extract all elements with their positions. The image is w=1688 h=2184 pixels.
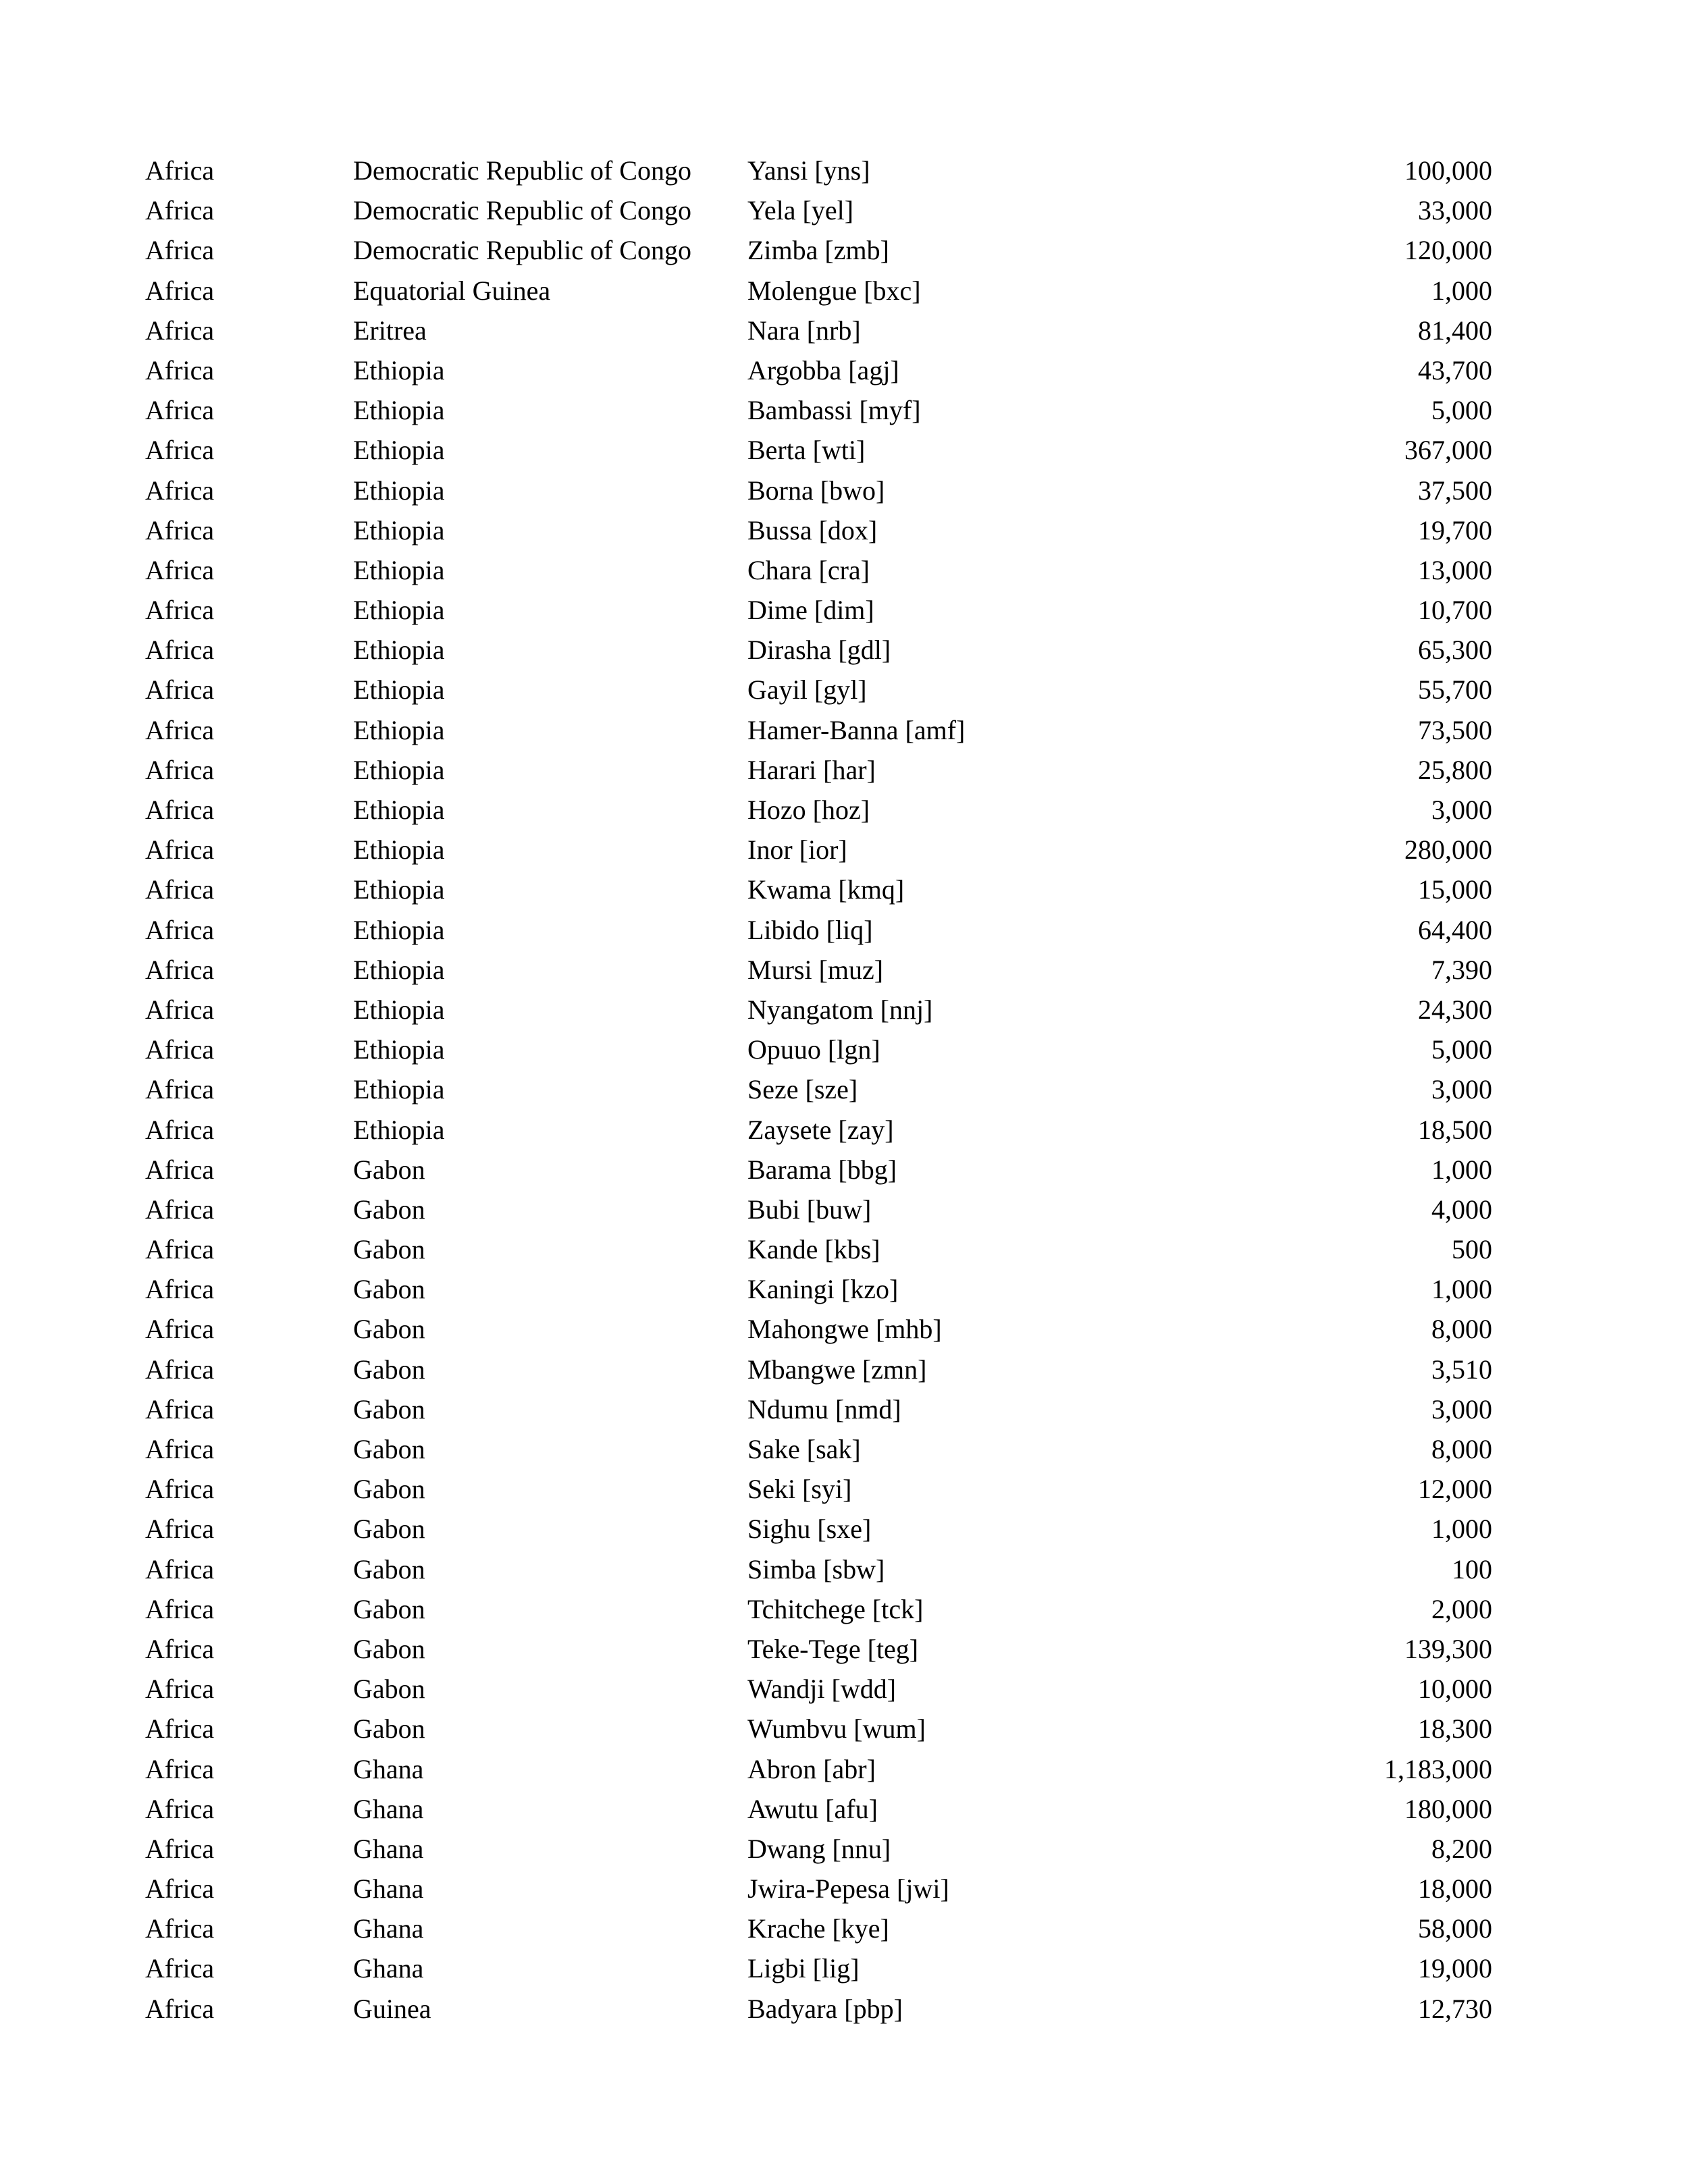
population-cell: 81,400 (1418, 315, 1492, 346)
language-cell: Nara [nrb] (747, 315, 861, 346)
country-cell: Ethiopia (353, 554, 445, 585)
table-row (0, 350, 1688, 390)
country-cell: Democratic Republic of Congo (353, 235, 691, 266)
table-row (0, 1948, 1688, 1988)
language-cell: Yansi [yns] (747, 155, 870, 186)
region-cell: Africa (145, 1274, 215, 1305)
country-cell: Ethiopia (353, 674, 445, 705)
country-cell: Ghana (353, 1833, 424, 1864)
language-cell: Chara [cra] (747, 554, 870, 585)
language-cell: Libido [liq] (747, 914, 873, 945)
region-cell: Africa (145, 595, 215, 626)
language-cell: Kande [kbs] (747, 1234, 880, 1265)
population-cell: 8,000 (1431, 1434, 1492, 1464)
language-cell: Jwira-Pepesa [jwi] (747, 1873, 949, 1905)
table-row (0, 830, 1688, 870)
country-cell: Ethiopia (353, 395, 445, 426)
table-row (0, 1389, 1688, 1429)
population-cell: 43,700 (1418, 354, 1492, 385)
language-cell: Barama [bbg] (747, 1154, 897, 1185)
language-cell: Teke-Tege [teg] (747, 1633, 919, 1664)
population-cell: 280,000 (1404, 834, 1492, 865)
table-row (0, 1150, 1688, 1190)
population-cell: 1,000 (1431, 275, 1492, 306)
country-cell: Gabon (353, 1354, 425, 1385)
table-row (0, 1589, 1688, 1629)
table-row (0, 1629, 1688, 1669)
country-cell: Democratic Republic of Congo (353, 155, 691, 186)
country-cell: Gabon (353, 1674, 425, 1705)
region-cell: Africa (145, 1674, 215, 1705)
region-cell: Africa (145, 674, 215, 705)
population-cell: 37,500 (1418, 475, 1492, 506)
table-row (0, 1869, 1688, 1909)
population-cell: 100,000 (1404, 155, 1492, 186)
region-cell: Africa (145, 1074, 215, 1105)
region-cell: Africa (145, 1234, 215, 1265)
population-cell: 3,000 (1431, 1393, 1492, 1424)
language-cell: Awutu [afu] (747, 1793, 878, 1824)
country-cell: Gabon (353, 1393, 425, 1424)
table-row (0, 190, 1688, 230)
language-cell: Simba [sbw] (747, 1553, 885, 1584)
country-cell: Democratic Republic of Congo (353, 195, 691, 226)
population-cell: 3,000 (1431, 1074, 1492, 1105)
language-cell: Opuuo [lgn] (747, 1034, 880, 1065)
population-cell: 5,000 (1431, 395, 1492, 426)
language-cell: Zimba [zmb] (747, 235, 889, 266)
country-cell: Gabon (353, 1314, 425, 1345)
language-cell: Krache [kye] (747, 1913, 889, 1944)
table-row (0, 1030, 1688, 1069)
country-cell: Ethiopia (353, 354, 445, 385)
region-cell: Africa (145, 1793, 215, 1824)
table-row (0, 1350, 1688, 1389)
language-cell: Ndumu [nmd] (747, 1393, 901, 1424)
region-cell: Africa (145, 1833, 215, 1864)
region-cell: Africa (145, 1034, 215, 1065)
language-cell: Bubi [buw] (747, 1194, 872, 1225)
country-cell: Gabon (353, 1434, 425, 1464)
language-cell: Dwang [nnu] (747, 1833, 891, 1864)
region-cell: Africa (145, 1393, 215, 1424)
region-cell: Africa (145, 874, 215, 905)
table-row (0, 1829, 1688, 1869)
country-cell: Ghana (353, 1793, 424, 1824)
population-cell: 18,300 (1418, 1713, 1492, 1744)
country-cell: Gabon (353, 1274, 425, 1305)
language-cell: Wandji [wdd] (747, 1674, 897, 1705)
country-cell: Ethiopia (353, 834, 445, 865)
region-cell: Africa (145, 275, 215, 306)
country-cell: Ethiopia (353, 1074, 445, 1105)
table-row (0, 390, 1688, 430)
language-cell: Bambassi [myf] (747, 395, 921, 426)
population-cell: 1,000 (1431, 1274, 1492, 1305)
table-row (0, 750, 1688, 790)
language-cell: Tchitchege [tck] (747, 1593, 924, 1624)
region-cell: Africa (145, 635, 215, 666)
region-cell: Africa (145, 714, 215, 745)
table-row (0, 630, 1688, 670)
language-cell: Nyangatom [nnj] (747, 994, 933, 1025)
region-cell: Africa (145, 1474, 215, 1505)
country-cell: Ghana (353, 1953, 424, 1984)
region-cell: Africa (145, 1913, 215, 1944)
table-row (0, 870, 1688, 909)
language-cell: Hamer-Banna [amf] (747, 714, 966, 745)
language-cell: Mahongwe [mhb] (747, 1314, 942, 1345)
region-cell: Africa (145, 795, 215, 825)
table-row (0, 1669, 1688, 1709)
country-cell: Gabon (353, 1154, 425, 1185)
language-cell: Sighu [sxe] (747, 1514, 872, 1545)
table-row (0, 1269, 1688, 1309)
table-row (0, 1549, 1688, 1589)
population-cell: 13,000 (1418, 554, 1492, 585)
population-cell: 12,730 (1418, 1993, 1492, 2024)
country-cell: Gabon (353, 1553, 425, 1584)
country-cell: Ghana (353, 1753, 424, 1784)
region-cell: Africa (145, 994, 215, 1025)
language-cell: Argobba [agj] (747, 354, 899, 385)
country-cell: Ethiopia (353, 475, 445, 506)
table-row (0, 510, 1688, 550)
country-cell: Equatorial Guinea (353, 275, 551, 306)
region-cell: Africa (145, 1154, 215, 1185)
population-cell: 367,000 (1404, 435, 1492, 466)
country-cell: Ethiopia (353, 514, 445, 545)
population-cell: 19,700 (1418, 514, 1492, 545)
population-cell: 1,000 (1431, 1514, 1492, 1545)
region-cell: Africa (145, 155, 215, 186)
population-cell: 65,300 (1418, 635, 1492, 666)
language-table (0, 151, 1688, 2029)
table-row (0, 550, 1688, 590)
population-cell: 18,000 (1418, 1873, 1492, 1905)
region-cell: Africa (145, 954, 215, 985)
language-cell: Kaningi [kzo] (747, 1274, 899, 1305)
country-cell: Ethiopia (353, 994, 445, 1025)
population-cell: 139,300 (1404, 1633, 1492, 1664)
region-cell: Africa (145, 435, 215, 466)
region-cell: Africa (145, 1993, 215, 2024)
region-cell: Africa (145, 235, 215, 266)
language-cell: Hozo [hoz] (747, 795, 870, 825)
population-cell: 64,400 (1418, 914, 1492, 945)
table-row (0, 1309, 1688, 1349)
region-cell: Africa (145, 1633, 215, 1664)
region-cell: Africa (145, 514, 215, 545)
table-row (0, 1110, 1688, 1150)
population-cell: 12,000 (1418, 1474, 1492, 1505)
table-row (0, 670, 1688, 710)
region-cell: Africa (145, 1114, 215, 1145)
language-cell: Wumbvu [wum] (747, 1713, 926, 1744)
region-cell: Africa (145, 914, 215, 945)
table-row (0, 471, 1688, 510)
language-cell: Ligbi [lig] (747, 1953, 860, 1984)
table-row (0, 1909, 1688, 1948)
population-cell: 1,183,000 (1384, 1753, 1492, 1784)
population-cell: 15,000 (1418, 874, 1492, 905)
language-cell: Molengue [bxc] (747, 275, 921, 306)
region-cell: Africa (145, 195, 215, 226)
population-cell: 18,500 (1418, 1114, 1492, 1145)
population-cell: 5,000 (1431, 1034, 1492, 1065)
table-row (0, 1069, 1688, 1109)
country-cell: Gabon (353, 1474, 425, 1505)
population-cell: 3,000 (1431, 795, 1492, 825)
country-cell: Gabon (353, 1713, 425, 1744)
table-row (0, 1229, 1688, 1269)
population-cell: 24,300 (1418, 994, 1492, 1025)
population-cell: 33,000 (1418, 195, 1492, 226)
table-row (0, 1429, 1688, 1469)
language-cell: Sake [sak] (747, 1434, 861, 1464)
population-cell: 8,200 (1431, 1833, 1492, 1864)
language-cell: Gayil [gyl] (747, 674, 867, 705)
country-cell: Ethiopia (353, 1034, 445, 1065)
table-row (0, 151, 1688, 190)
population-cell: 2,000 (1431, 1593, 1492, 1624)
country-cell: Gabon (353, 1593, 425, 1624)
country-cell: Ethiopia (353, 714, 445, 745)
table-row (0, 1709, 1688, 1749)
table-row (0, 311, 1688, 350)
region-cell: Africa (145, 475, 215, 506)
population-cell: 120,000 (1404, 235, 1492, 266)
language-cell: Seze [sze] (747, 1074, 858, 1105)
population-cell: 4,000 (1431, 1194, 1492, 1225)
region-cell: Africa (145, 1314, 215, 1345)
language-cell: Abron [abr] (747, 1753, 876, 1784)
country-cell: Ghana (353, 1913, 424, 1944)
population-cell: 180,000 (1404, 1793, 1492, 1824)
table-row (0, 950, 1688, 990)
table-row (0, 590, 1688, 630)
language-cell: Dirasha [gdl] (747, 635, 891, 666)
language-cell: Bussa [dox] (747, 514, 878, 545)
table-row (0, 790, 1688, 830)
population-cell: 73,500 (1418, 714, 1492, 745)
table-row (0, 1989, 1688, 2029)
population-cell: 55,700 (1418, 674, 1492, 705)
region-cell: Africa (145, 1953, 215, 1984)
region-cell: Africa (145, 315, 215, 346)
country-cell: Gabon (353, 1194, 425, 1225)
country-cell: Ethiopia (353, 954, 445, 985)
region-cell: Africa (145, 1553, 215, 1584)
population-cell: 7,390 (1431, 954, 1492, 985)
region-cell: Africa (145, 1753, 215, 1784)
language-cell: Mbangwe [zmn] (747, 1354, 927, 1385)
country-cell: Ethiopia (353, 595, 445, 626)
country-cell: Ethiopia (353, 874, 445, 905)
table-row (0, 990, 1688, 1030)
language-cell: Borna [bwo] (747, 475, 885, 506)
region-cell: Africa (145, 1713, 215, 1744)
region-cell: Africa (145, 1593, 215, 1624)
population-cell: 8,000 (1431, 1314, 1492, 1345)
population-cell: 19,000 (1418, 1953, 1492, 1984)
table-row (0, 1190, 1688, 1229)
country-cell: Ethiopia (353, 1114, 445, 1145)
region-cell: Africa (145, 1194, 215, 1225)
population-cell: 58,000 (1418, 1913, 1492, 1944)
country-cell: Ethiopia (353, 914, 445, 945)
country-cell: Ethiopia (353, 795, 445, 825)
region-cell: Africa (145, 754, 215, 785)
table-row (0, 430, 1688, 470)
population-cell: 25,800 (1418, 754, 1492, 785)
table-row (0, 1509, 1688, 1549)
language-cell: Berta [wti] (747, 435, 866, 466)
table-row (0, 1789, 1688, 1829)
country-cell: Ethiopia (353, 435, 445, 466)
language-cell: Seki [syi] (747, 1474, 852, 1505)
language-cell: Dime [dim] (747, 595, 874, 626)
country-cell: Gabon (353, 1234, 425, 1265)
table-row (0, 1469, 1688, 1509)
region-cell: Africa (145, 1514, 215, 1545)
region-cell: Africa (145, 395, 215, 426)
country-cell: Gabon (353, 1514, 425, 1545)
country-cell: Ghana (353, 1873, 424, 1905)
language-cell: Badyara [pbp] (747, 1993, 903, 2024)
region-cell: Africa (145, 1354, 215, 1385)
country-cell: Guinea (353, 1993, 431, 2024)
population-cell: 500 (1452, 1234, 1492, 1265)
region-cell: Africa (145, 1873, 215, 1905)
table-row (0, 230, 1688, 270)
country-cell: Eritrea (353, 315, 427, 346)
population-cell: 100 (1452, 1553, 1492, 1584)
region-cell: Africa (145, 834, 215, 865)
region-cell: Africa (145, 1434, 215, 1464)
country-cell: Ethiopia (353, 635, 445, 666)
language-cell: Mursi [muz] (747, 954, 884, 985)
language-cell: Zaysete [zay] (747, 1114, 894, 1145)
region-cell: Africa (145, 354, 215, 385)
population-cell: 1,000 (1431, 1154, 1492, 1185)
population-cell: 3,510 (1431, 1354, 1492, 1385)
country-cell: Gabon (353, 1633, 425, 1664)
language-cell: Inor [ior] (747, 834, 847, 865)
country-cell: Ethiopia (353, 754, 445, 785)
region-cell: Africa (145, 554, 215, 585)
table-row (0, 910, 1688, 950)
language-cell: Harari [har] (747, 754, 876, 785)
table-row (0, 1749, 1688, 1789)
population-cell: 10,000 (1418, 1674, 1492, 1705)
population-cell: 10,700 (1418, 595, 1492, 626)
table-row (0, 271, 1688, 311)
language-cell: Kwama [kmq] (747, 874, 905, 905)
table-row (0, 710, 1688, 750)
language-cell: Yela [yel] (747, 195, 854, 226)
